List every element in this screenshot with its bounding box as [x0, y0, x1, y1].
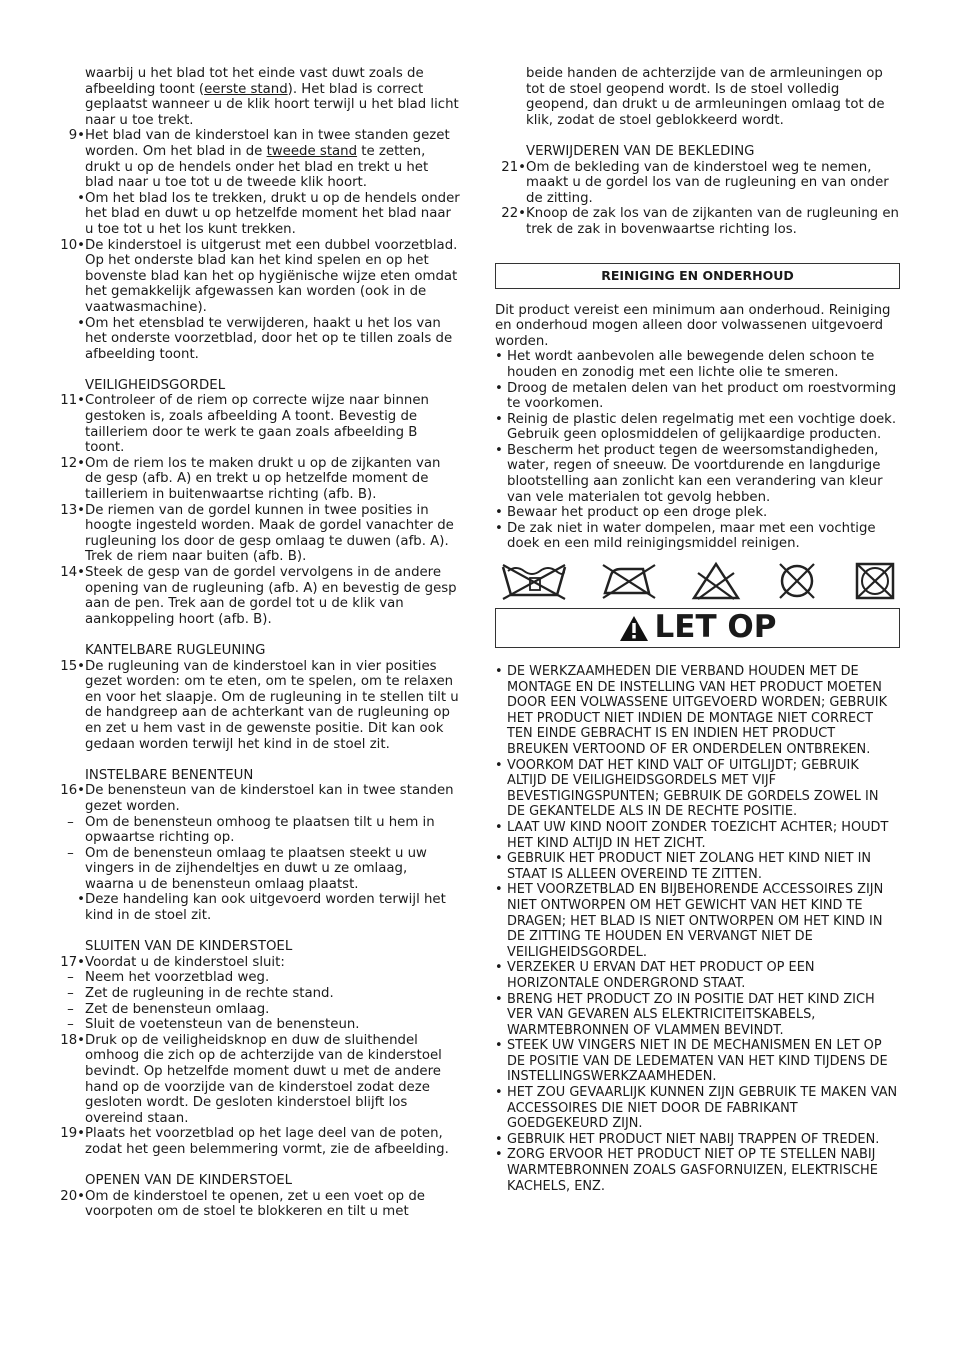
- no-dry-clean-icon: [772, 561, 822, 601]
- dash-item: – Om de benensteun omlaag te plaatsen steekt u uw vingers in de zijhendeltjes en duwt u ze omlaag, waarna u de benensteun omlaag plaatst.: [67, 845, 427, 892]
- list-item-20: 20• Om de kinderstoel te openen, zet u een voet op de voorpoten om de stoel te blokkeren en tilt u met: [60, 1188, 425, 1220]
- cleaning-item: • De zak niet in water dompelen, maar met een vochtige doek en een mild reinigingsmiddel reinigen.: [495, 520, 876, 552]
- sub-bullet: • Om het blad los te trekken, drukt u op de hendels onder het blad en duwt u op hetzelfde moment het blad naar u toe tot u het los kunt trekken.: [77, 190, 460, 237]
- warning-item: • STEEK UW VINGERS NIET IN DE MECHANISMEN EN LET OP DE POSITIE VAN DE LEDEMATEN VAN HET KIND TIJDENS DE INSTELLINGSWERKZAAMHEDEN.: [495, 1038, 888, 1085]
- bullet: •: [495, 380, 503, 396]
- cleaning-item: • Bescherm het product tegen de weersomstandigheden, water, regen of sneeuw. De voortdurende en langdurige blootstelling aan zonlicht kan een verandering van kleur van vele materialen tot gevolg hebben.: [495, 442, 883, 505]
- left-column: [56, 66, 460, 1220]
- section-heading: KANTELBARE RUGLEUNING: [85, 642, 266, 658]
- bullet: •: [495, 442, 503, 458]
- bullet: •: [495, 1147, 503, 1163]
- warning-item: • HET ZOU GEVAARLIJK KUNNEN ZIJN GEBRUIK TE MAKEN VAN ACCESSOIRES DIE NIET DOOR DE FABRIKANT GOEDGEKEURD ZIJN.: [495, 1085, 898, 1132]
- dash-item: – Om de benensteun omhoog te plaatsen tilt u hem in opwaartse richting op.: [67, 814, 435, 846]
- list-item-15: 15• De rugleuning van de kinderstoel kan in vier posities gezet worden: om te eten, om te spelen, om te relaxen en voor het slaapje. Om de rugleuning in te stellen tilt u de handgreep aan de achterkant van de rugleuning op en zet u hem vast in de gewenste positie. Dit kan ook gedaan worden terwijl het kind in de stoel zit.: [60, 658, 459, 752]
- section-heading: VEILIGHEIDSGORDEL: [85, 377, 226, 393]
- dash-item: – Sluit de voetensteun van de benensteun.: [67, 1017, 360, 1033]
- list-item-16: 16• De benensteun van de kinderstoel kan in twee standen gezet worden.: [60, 783, 454, 814]
- warning-banner: [495, 608, 900, 648]
- cleaning-intro: Dit product vereist een minimum aan onderhoud. Reiniging en onderhoud mogen alleen door volwassenen uitgevoerd worden.: [495, 302, 891, 349]
- bullet: •: [495, 819, 503, 835]
- list-item-12: 12• Om de riem los te maken drukt u op de zijkanten van de gesp (afb. A) en trekt u op hetzelfde moment de tailleriem in buitenwaartse richting (afb. B).: [60, 455, 441, 503]
- bullet: •: [495, 1085, 503, 1101]
- cleaning-item: • Bewaar het product op een droge plek.: [495, 505, 768, 521]
- section-heading: INSTELBARE BENENTEUN: [85, 767, 254, 783]
- warning-item: • BRENG HET PRODUCT ZO IN POSITIE DAT HET KIND ZICH VER VAN GEVAREN ALS ELEKTRICITEITSKABELS, WARMTEBRONNEN OF VLAMMEN BEVINDT.: [495, 991, 875, 1038]
- dash-item: – Neem het voorzetblad weg.: [67, 970, 270, 986]
- list-item-11: 11• Controleer of de riem op correcte wijze naar binnen gestoken is, zoals afbeelding A toont. Bevestig de tailleriem door te werk te gaan zoals afbeelding B toont.: [60, 393, 429, 456]
- warning-item: • GEBRUIK HET PRODUCT NIET ZOLANG HET KIND NIET IN STAAT IS ALLEEN OVEREIND TE ZITTEN.: [495, 851, 872, 882]
- list-item-13: 13• De riemen van de gordel kunnen in twee posities in hoogte ingesteld worden. Maak de gordel vanachter de rugleuning los door de gesp omlaag te duwen (afb. A). Trek de riem naar buiten (afb. B).: [60, 502, 454, 565]
- dash-item: – Zet de rugleuning in de rechte stand.: [67, 986, 334, 1002]
- underlined-text: tweede stand: [266, 143, 358, 159]
- section-heading: OPENEN VAN DE KINDERSTOEL: [85, 1173, 293, 1189]
- item-number: 9•: [68, 128, 85, 144]
- list-item-22: 22• Knoop de zak los van de zijkanten van de rugleuning en trek de zak in bovenwaartse richting los.: [501, 206, 899, 237]
- bullet: •: [495, 664, 503, 680]
- care-symbols: [495, 558, 900, 604]
- list-item-21: 21• Om de bekleding van de kinderstoel weg te nemen, maakt u de gordel los van de rugleuning en van onder de zitting.: [501, 159, 889, 206]
- section-heading: SLUITEN VAN DE KINDERSTOEL: [85, 939, 293, 955]
- warning-item: • HET VOORZETBLAD EN BIJBEHORENDE ACCESSOIRES ZIJN NIET ONTWORPEN OM HET GEWICHT VAN HET KIND TE DRAGEN; HET BLAD IS NIET ONTWORPEN OM HET KIND IN DE ZITTING TE HOUDEN EN VERVANGT NIET DE VEILIGHEIDSGORDEL.: [495, 882, 884, 960]
- bullet: •: [495, 757, 503, 773]
- section-heading: VERWIJDEREN VAN DE BEKLEDING: [526, 143, 755, 159]
- bullet: •: [495, 349, 503, 365]
- dash-item: – Zet de benensteun omlaag.: [67, 1001, 270, 1017]
- warning-item: • VOORKOM DAT HET KIND VALT OF UITGLIJDT; GEBRUIK ALTIJD DE VEILIGHEIDSGORDELS MET VIJF BEVESTIGINGSPUNTEN; GEBRUIK DE GORDELS ZOWEL IN DE GEKANTELDE ALS IN DE RECHTE POSITIE.: [495, 757, 879, 820]
- list-item-10: 10• De kinderstoel is uitgerust met een dubbel voorzetblad. Op het onderste blad kan het kind spelen en op het bovenste blad kan het op hygiënische wijze eten omdat het gemakkelijk afgewassen kan worden (ook in de vaatwasmachine).: [60, 237, 458, 315]
- list-item-14: 14• Steek de gesp van de gordel vervolgens in de andere opening van de rugleuning (afb. A) en bevestig de gesp aan de pen. Trek aan de gordel tot u de klik van aankoppeling hoort (afb. B).: [60, 565, 457, 627]
- sub-bullet: • Deze handeling kan ook uitgevoerd worden terwijl het kind in de stoel zit.: [77, 892, 446, 924]
- cleaning-item: • Het wordt aanbevolen alle bewegende delen schoon te houden en zonodig met een lichte olie te smeren.: [495, 349, 875, 380]
- bullet: •: [495, 991, 503, 1007]
- cleaning-item: • Droog de metalen delen van het product om roestvorming te voorkomen.: [495, 380, 897, 412]
- bullet: •: [495, 1131, 503, 1147]
- warning-item: • VERZEKER U ERVAN DAT HET PRODUCT OP EEN HORIZONTALE ONDERGROND STAAT.: [495, 960, 815, 991]
- bullet: •: [495, 851, 503, 867]
- bullet: •: [495, 960, 503, 976]
- bullet: •: [495, 882, 503, 898]
- bullet: •: [495, 1038, 503, 1054]
- warning-list: [495, 664, 900, 1194]
- bullet: •: [495, 411, 503, 427]
- no-tumble-dry-icon: [852, 561, 898, 601]
- paragraph-continuation: beide handen de achterzijde van de armleuningen op tot de stoel geopend wordt. Is de stoel volledig geopend, dan drukt u de armleuningen omlaag tot de klik, zodat de stoel geblokkeerd wordt.: [526, 66, 885, 128]
- warning-item: • DE WERKZAAMHEDEN DIE VERBAND HOUDEN MET DE MONTAGE EN DE INSTELLING VAN HET PRODUCT MOETEN DOOR EEN VOLWASSENE UITGEVOERD WORDEN; GEBRUIK HET PRODUCT NIET INDIEN DE MONTAGE NIET CORRECT TEN EINDE GEBRACHT IS EN INDIEN HET PRODUCT BREUKEN VERTOOND OF ER ONDERDELEN ONTBREKEN.: [495, 664, 888, 757]
- list-item-18: 18• Druk op de veiligheidsknop en duw de sluithendel omhoog die zich op de achterzijde van de kinderstoel bevindt. Op hetzelfde moment duwt u met de andere hand op de voorzijde van de kinderstoel zodat deze gesloten wordt. De gesloten kinderstoel blijft los overeind staan.: [60, 1032, 442, 1126]
- cleaning-item: • Reinig de plastic delen regelmatig met een vochtige doek. Gebruik geen oplosmiddelen of gelijkaardige producten.: [495, 411, 897, 443]
- list-item-19: 19• Plaats het voorzetblad op het lage deel van de poten, zodat het geen belemmering vormt, zie de afbeelding.: [60, 1126, 449, 1157]
- no-bleach-icon: [690, 561, 742, 601]
- list-item-9: 9• Het blad van de kinderstoel kan in twee standen gezet worden. Om het blad in de tweede stand te zetten, drukt u op de hendels onder het blad en trekt u het blad naar u toe tot u de tweede klik hoort.: [56, 128, 460, 190]
- cleaning-list: [495, 349, 900, 552]
- no-washing-icon: [499, 561, 569, 601]
- warning-title: LET OP: [654, 609, 777, 646]
- right-column: [495, 66, 900, 1194]
- sub-bullet: • Om het etensblad te verwijderen, haakt u het los van het onderste voorzetblad, door het op te tillen zoals de afbeelding toont.: [77, 315, 453, 362]
- bullet: •: [495, 505, 503, 521]
- bullet: •: [495, 520, 503, 536]
- cleaning-section-title: REINIGING EN ONDERHOUD: [495, 263, 900, 289]
- warning-item: • LAAT UW KIND NOOIT ZONDER TOEZICHT ACHTER; HOUDT HET KIND ALTIJD IN HET ZICHT.: [495, 819, 889, 851]
- warning-item: • ZORG ERVOOR HET PRODUCT NIET OP TE STELLEN NABIJ WARMTEBRONNEN ZOALS GASFORNUIZEN, ELEKTRISCHE KACHELS, ENZ.: [495, 1147, 878, 1194]
- warning-triangle-icon: [619, 615, 649, 642]
- underlined-text: eerste stand: [204, 81, 288, 97]
- warning-item: • GEBRUIK HET PRODUCT NIET NABIJ TRAPPEN OF TREDEN.: [495, 1131, 880, 1147]
- paragraph-continuation: waarbij u het blad tot het einde vast duwt zoals de afbeelding toont (eerste stand). Het blad is correct geplaatst wanneer u de klik hoort terwijl u het blad licht naar u toe trekt.: [85, 66, 459, 128]
- no-ironing-icon: [599, 561, 659, 601]
- list-item-17: 17• Voordat u de kinderstoel sluit:: [60, 954, 285, 970]
